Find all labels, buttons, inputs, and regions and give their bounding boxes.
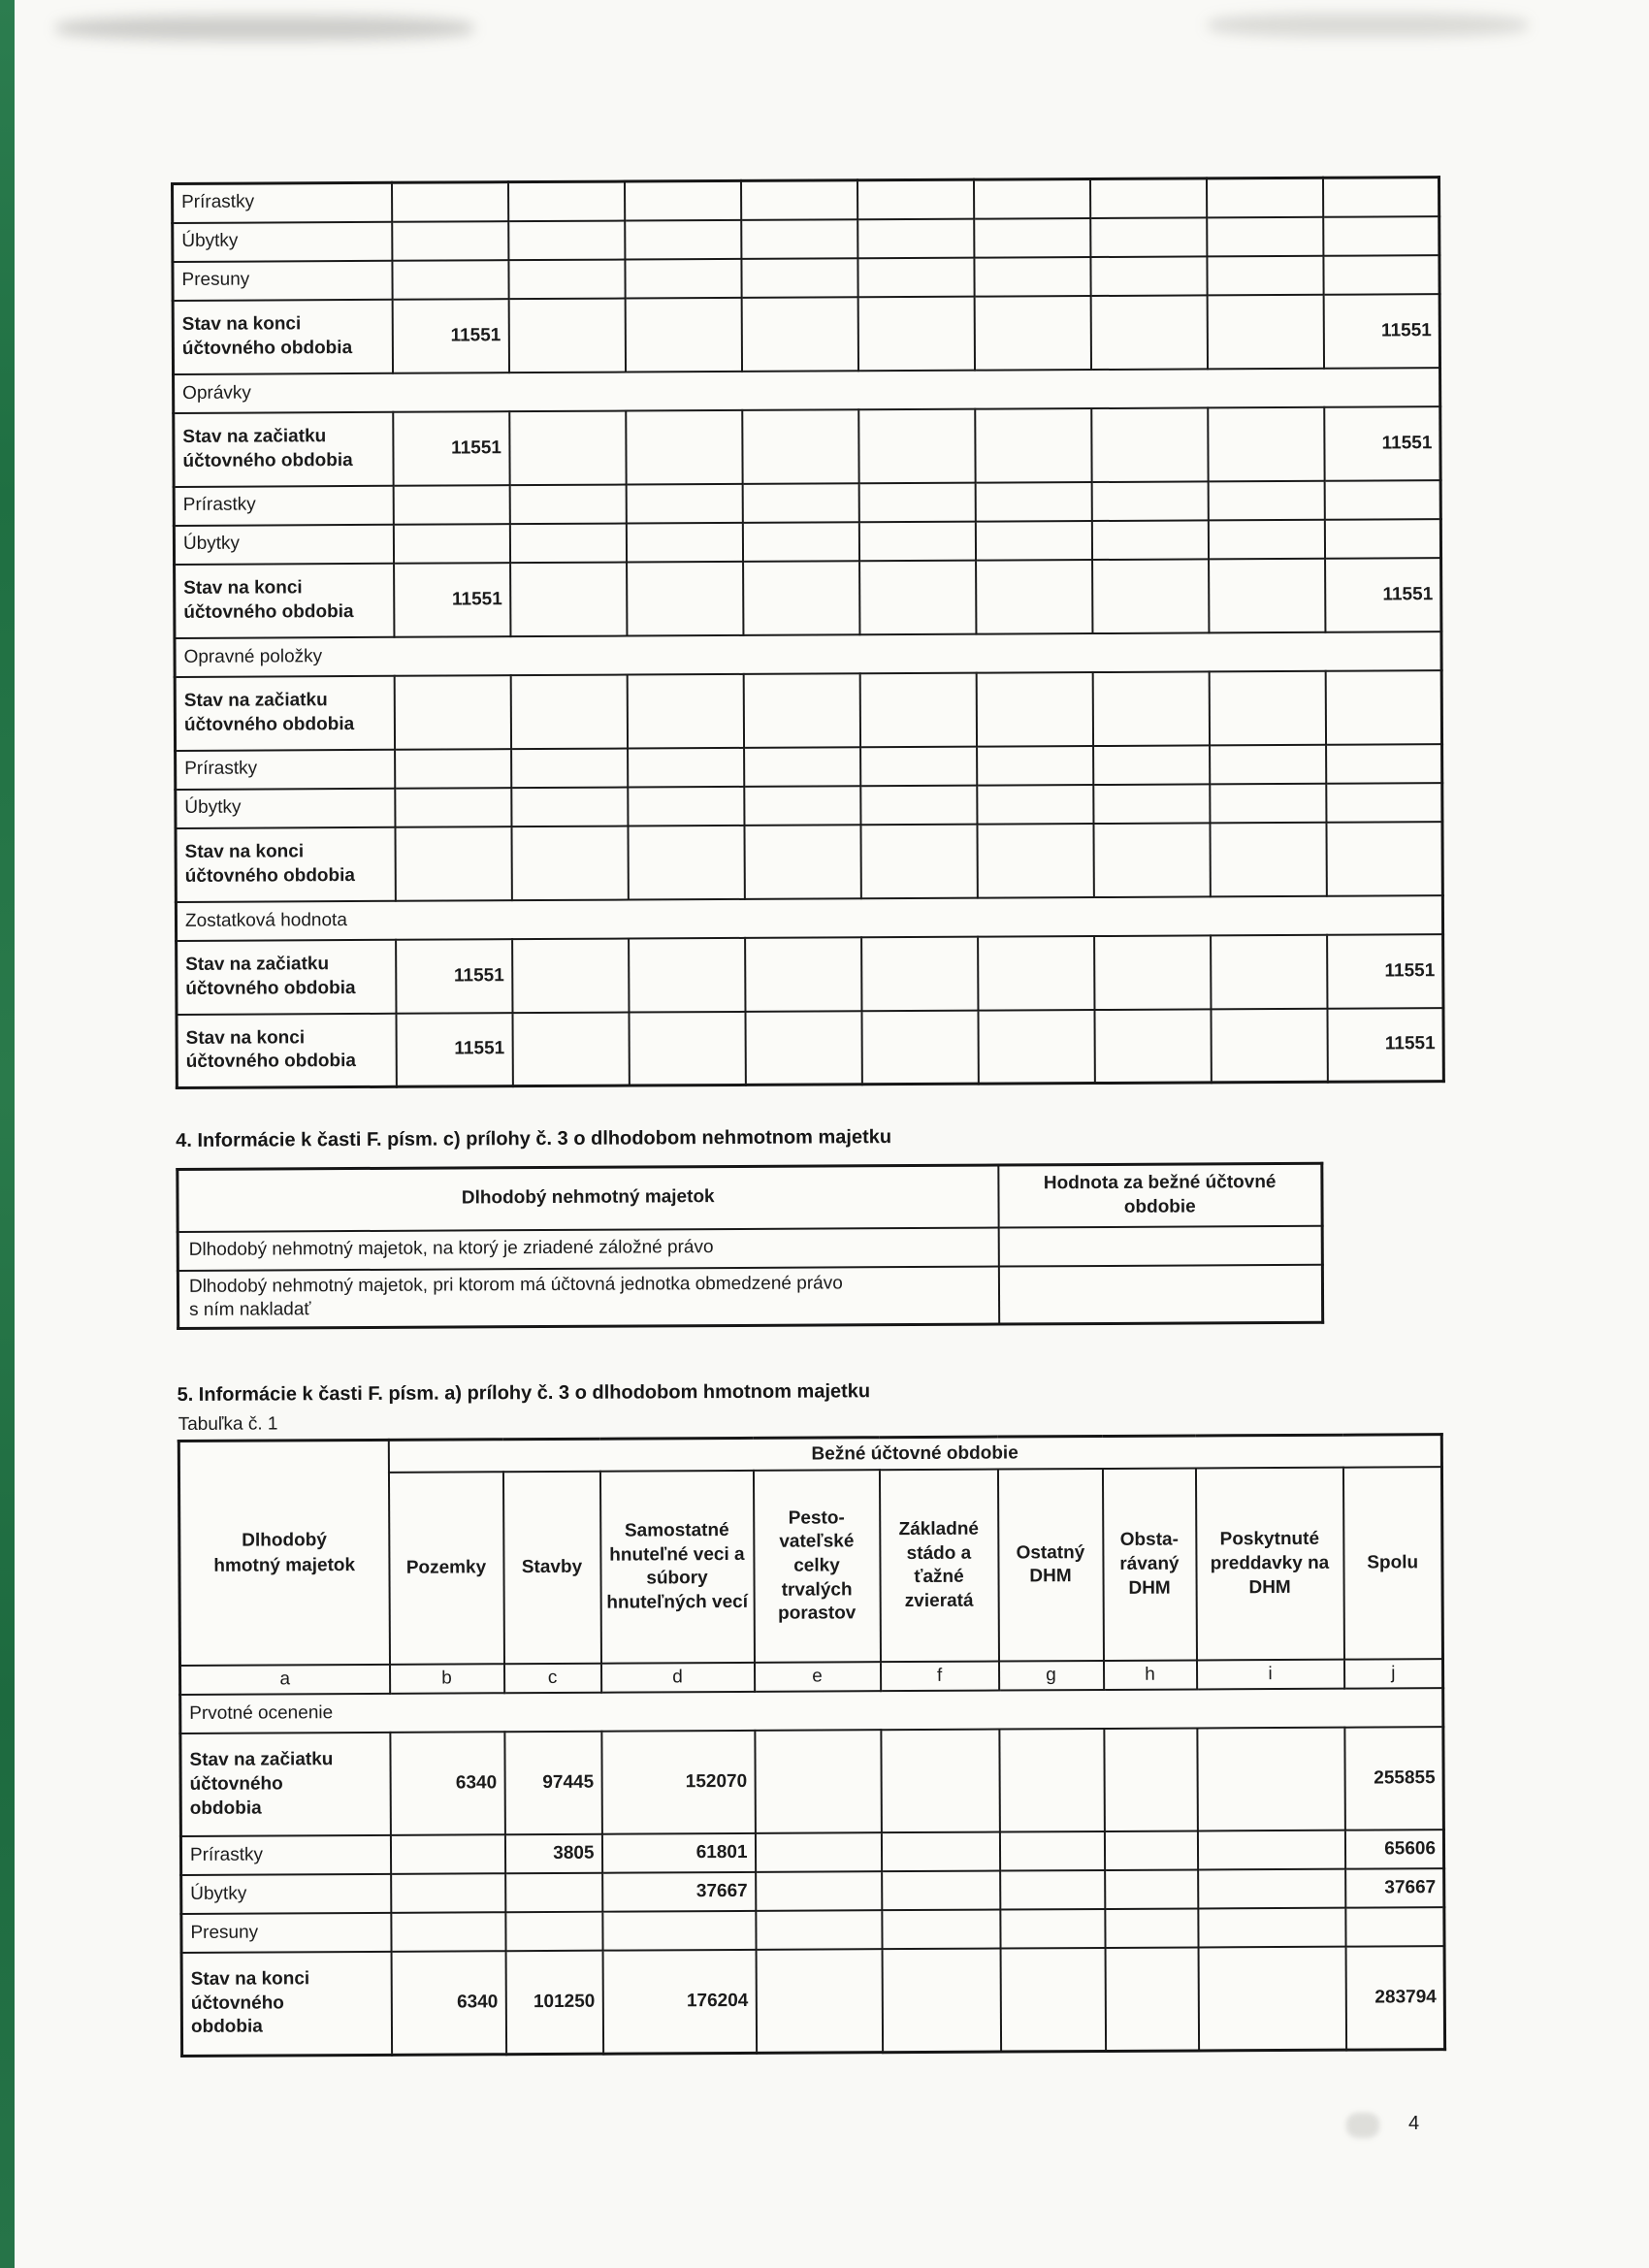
table-row <box>178 1264 1322 1328</box>
value-cell <box>744 747 860 787</box>
section-label: Oprávky <box>174 368 1440 413</box>
value-cell <box>625 297 741 372</box>
value-cell <box>755 1731 882 1834</box>
value-cell: 37667 <box>602 1872 756 1912</box>
value-cell <box>740 180 857 220</box>
table-row <box>173 178 1439 223</box>
row-label: Úbytky <box>173 221 392 261</box>
table-row <box>173 216 1439 262</box>
table-row <box>177 934 1443 1015</box>
value-cell: 6340 <box>390 1733 505 1836</box>
page-content <box>171 176 1461 2057</box>
value-cell <box>628 786 744 826</box>
value-cell <box>1323 216 1439 256</box>
value-cell <box>756 1911 882 1951</box>
value-cell <box>857 179 973 219</box>
value-cell <box>1325 670 1441 745</box>
value-cell <box>974 218 1090 258</box>
header-row <box>178 1163 1322 1231</box>
value-cell <box>1208 406 1324 481</box>
letter-cell: e <box>754 1663 880 1693</box>
value-cell <box>1091 520 1208 560</box>
value-cell <box>1322 178 1439 217</box>
value-cell <box>509 484 626 524</box>
value-cell <box>1207 216 1323 256</box>
value-cell <box>1207 294 1323 369</box>
value-cell: 11551 <box>393 411 509 486</box>
value-cell <box>743 561 859 635</box>
table-row <box>176 822 1442 902</box>
table-row <box>176 783 1442 828</box>
value-cell <box>626 483 742 523</box>
value-cell <box>744 786 860 826</box>
value-cell <box>628 825 744 899</box>
value-cell <box>1090 256 1207 296</box>
value-cell: 37667 <box>1345 1869 1444 1909</box>
value-cell <box>974 296 1090 371</box>
value-cell: 11551 <box>1324 406 1440 481</box>
scan-smudge <box>56 16 473 41</box>
value-cell <box>881 1730 1000 1833</box>
value-cell: 11551 <box>1323 294 1439 369</box>
table-row <box>173 294 1439 374</box>
value-cell: 11551 <box>1325 558 1441 632</box>
value-cell <box>510 562 627 636</box>
row-label: Stav na začiatku účtovného obdobia <box>177 939 396 1014</box>
value-cell <box>392 182 508 222</box>
value-cell <box>511 787 628 826</box>
value-cell <box>1105 1870 1198 1910</box>
value-cell <box>1094 1009 1211 1084</box>
table-row <box>174 519 1440 565</box>
value-cell <box>1093 784 1210 824</box>
value-cell <box>1211 1008 1327 1083</box>
row-label: Stav na konci účtovného obdobia <box>177 1013 396 1087</box>
letter-cell: g <box>998 1661 1103 1691</box>
value-cell <box>1000 1948 1106 2052</box>
value-cell <box>1000 1909 1105 1949</box>
column-header: Pozemky <box>388 1473 503 1666</box>
row-label: Prírastky <box>176 749 395 789</box>
value-cell <box>859 672 976 747</box>
table-row <box>175 558 1441 638</box>
value-cell <box>858 482 975 522</box>
value-cell <box>395 826 511 901</box>
row-label: Úbytky <box>174 524 393 564</box>
value-cell: 11551 <box>1327 934 1443 1009</box>
table-row <box>178 1225 1322 1270</box>
value-cell <box>742 409 858 484</box>
value-cell <box>1197 1831 1344 1870</box>
value-cell <box>860 746 977 786</box>
value-cell <box>1326 744 1442 784</box>
value-cell <box>1197 1728 1345 1831</box>
value-cell: 11551 <box>396 1013 512 1087</box>
value-cell <box>512 938 629 1013</box>
value-cell <box>976 560 1092 634</box>
row-label: Prírastky <box>174 485 393 525</box>
value-cell <box>1105 1948 1199 2052</box>
column-header: Dlhodobý hmotný majetok <box>178 1440 389 1666</box>
value-cell <box>1210 744 1326 784</box>
section-label: Zostatková hodnota <box>176 895 1442 941</box>
value-cell <box>857 296 974 371</box>
value-cell <box>881 1832 999 1872</box>
value-cell <box>1104 1831 1197 1871</box>
row-label: Prírastky <box>173 182 392 222</box>
row-label: Stav na konci účtovného obdobia <box>175 563 394 637</box>
value-cell: 11551 <box>396 939 512 1014</box>
row-label: Stav na začiatku účtovného obdobia <box>175 675 394 750</box>
value-cell <box>395 788 511 827</box>
value-cell <box>998 1264 1322 1324</box>
table-row <box>181 1947 1445 2057</box>
value-cell <box>625 258 741 298</box>
value-cell <box>394 675 510 750</box>
value-cell <box>1210 822 1326 896</box>
column-header: Ostatný DHM <box>997 1469 1103 1662</box>
row-label: Stav na začiatku účtovného obdobia <box>174 411 393 486</box>
value-cell <box>393 524 509 564</box>
value-cell <box>977 824 1093 898</box>
value-cell <box>975 408 1091 483</box>
value-cell <box>861 936 978 1011</box>
value-cell <box>511 826 628 900</box>
value-cell <box>629 937 745 1012</box>
value-cell <box>1093 745 1210 785</box>
value-cell <box>509 410 626 485</box>
column-header: Hodnota za bežné účtovné obdobie <box>998 1163 1322 1227</box>
value-cell <box>1091 481 1208 521</box>
value-cell <box>392 260 508 300</box>
value-cell <box>741 219 857 259</box>
section4-heading: 4. Informácie k časti F. písm. c) prílohy č. 3 o dlhodobom nehmotnom majetku <box>176 1126 892 1151</box>
letter-cell: c <box>504 1664 601 1694</box>
letter-cell: j <box>1343 1660 1442 1690</box>
table-row <box>180 1831 1443 1876</box>
value-cell <box>1104 1729 1198 1832</box>
row-label: Presuny <box>181 1913 391 1953</box>
value-cell <box>977 785 1093 825</box>
value-cell <box>1324 519 1440 559</box>
table-row <box>173 255 1439 301</box>
value-cell <box>390 1835 504 1875</box>
value-cell <box>1326 783 1442 823</box>
value-cell: 152070 <box>601 1731 756 1834</box>
value-cell <box>860 824 977 898</box>
scan-smudge <box>1346 2113 1379 2138</box>
value-cell <box>505 1873 602 1913</box>
value-cell <box>977 746 1093 786</box>
value-cell <box>1091 407 1208 482</box>
column-header: Obsta-rávaný DHM <box>1102 1469 1196 1662</box>
column-header: Poskytnuté preddavky na DHM <box>1195 1468 1343 1661</box>
value-cell: 11551 <box>1327 1008 1443 1083</box>
table-row <box>180 1728 1444 1837</box>
continuation-table <box>171 176 1445 1089</box>
row-label: Úbytky <box>181 1874 391 1914</box>
table-row <box>177 1008 1443 1088</box>
value-cell: 101250 <box>505 1951 603 2055</box>
value-cell <box>602 1911 756 1951</box>
value-cell <box>1206 178 1322 217</box>
value-cell: 283794 <box>1345 1947 1445 2051</box>
value-cell: 6340 <box>391 1952 506 2056</box>
value-cell <box>978 1010 1094 1085</box>
value-cell <box>744 825 860 899</box>
value-cell <box>1089 178 1206 218</box>
value-cell: 11551 <box>394 563 510 637</box>
value-cell <box>1345 1908 1444 1948</box>
column-header: Samostatné hnuteľné veci a súbory hnuteľných vecí <box>599 1471 754 1664</box>
table-row <box>175 670 1441 751</box>
value-cell <box>1207 255 1323 295</box>
value-cell <box>859 560 976 634</box>
value-cell <box>741 297 857 372</box>
page-number: 4 <box>1408 2113 1420 2134</box>
value-cell <box>1000 1870 1105 1910</box>
value-cell <box>508 220 625 260</box>
value-cell <box>391 1913 505 1953</box>
column-header: Dlhodobý nehmotný majetok <box>178 1165 998 1231</box>
value-cell <box>627 561 743 635</box>
value-cell <box>1090 217 1207 257</box>
table-row <box>181 1908 1444 1954</box>
value-cell <box>626 522 742 562</box>
value-cell <box>1198 1947 1346 2051</box>
value-cell <box>857 257 974 297</box>
value-cell <box>511 748 628 788</box>
row-label: Stav na konci účtovného obdobia <box>181 1952 392 2056</box>
value-cell <box>1105 1909 1198 1949</box>
value-cell <box>1092 559 1209 633</box>
value-cell <box>1198 1908 1345 1948</box>
letter-cell: d <box>601 1663 755 1693</box>
letter-cell: i <box>1196 1660 1343 1690</box>
section-row <box>175 632 1441 677</box>
value-cell: 176204 <box>602 1950 757 2054</box>
value-cell <box>860 785 977 825</box>
value-cell <box>1094 935 1211 1010</box>
value-cell <box>978 936 1094 1011</box>
table-row <box>174 480 1440 526</box>
value-cell <box>625 180 741 220</box>
value-cell: 65606 <box>1344 1831 1443 1870</box>
value-cell <box>508 181 625 221</box>
value-cell <box>858 408 975 483</box>
row-label: Stav na konci účtovného obdobia <box>176 826 395 901</box>
letter-cell: f <box>880 1662 998 1692</box>
scan-smudge <box>1208 14 1528 37</box>
row-label: Úbytky <box>176 788 395 827</box>
row-label: Prírastky <box>180 1835 390 1875</box>
value-cell <box>742 522 858 562</box>
value-cell <box>395 749 511 789</box>
value-cell: 97445 <box>504 1732 602 1835</box>
table-row <box>181 1869 1444 1915</box>
scanner-edge-strip <box>0 0 15 2268</box>
value-cell <box>628 747 744 787</box>
value-cell <box>393 485 509 525</box>
value-cell <box>1211 934 1327 1009</box>
value-cell: 61801 <box>601 1833 755 1873</box>
value-cell <box>999 1831 1104 1871</box>
value-cell <box>508 259 625 299</box>
value-cell <box>626 409 742 484</box>
value-cell <box>973 179 1089 219</box>
value-cell <box>391 1874 505 1914</box>
value-cell <box>1210 783 1326 823</box>
value-cell <box>1208 519 1324 559</box>
column-group-header: Bežné účtovné obdobie <box>388 1435 1441 1474</box>
value-cell <box>741 258 857 298</box>
letter-cell: h <box>1103 1661 1196 1691</box>
value-cell: 11551 <box>392 299 508 373</box>
value-cell <box>1208 480 1324 520</box>
row-label: Dlhodobý nehmotný majetok, na ktorý je zriadené záložné právo <box>178 1227 998 1270</box>
value-cell <box>742 483 858 523</box>
nehmotny-majetok-table <box>176 1162 1324 1330</box>
column-header: Základné stádo a ťažné zvieratá <box>879 1470 998 1663</box>
value-cell <box>743 673 859 748</box>
section5-heading: 5. Informácie k časti F. písm. a) prílohy č. 3 o dlhodobom hmotnom majetku <box>177 1380 871 1406</box>
row-label: Dlhodobý nehmotný majetok, pri ktorom má účtovná jednotka obmedzené právo s ním nakladať <box>178 1266 998 1328</box>
hmotny-majetok-table <box>178 1433 1446 2057</box>
value-cell <box>625 219 741 259</box>
column-header: Spolu <box>1342 1468 1442 1661</box>
value-cell <box>975 482 1091 522</box>
value-cell <box>512 1012 629 1086</box>
value-cell <box>510 674 627 749</box>
value-cell <box>1324 480 1440 520</box>
value-cell <box>509 523 626 563</box>
row-label: Stav na začiatku účtovného obdobia <box>180 1733 391 1836</box>
row-label: Presuny <box>173 260 392 300</box>
value-cell <box>1092 671 1209 746</box>
section-label: Opravné položky <box>175 632 1441 677</box>
value-cell <box>508 298 625 373</box>
row-label: Stav na konci účtovného obdobia <box>173 299 392 373</box>
value-cell <box>1323 255 1439 295</box>
value-cell <box>975 521 1091 561</box>
section-row <box>176 895 1442 941</box>
value-cell <box>1209 558 1325 632</box>
value-cell <box>1209 670 1325 745</box>
table-caption: Tabuľka č. 1 <box>178 1413 278 1435</box>
value-cell <box>629 1011 745 1085</box>
value-cell: 255855 <box>1344 1728 1444 1831</box>
column-header: Pesto-vateľské celky trvalých porastov <box>753 1471 880 1664</box>
value-cell <box>999 1729 1105 1832</box>
value-cell <box>858 521 975 561</box>
value-cell <box>1093 823 1210 897</box>
value-cell <box>756 1872 882 1912</box>
column-header: Stavby <box>502 1472 600 1665</box>
value-cell <box>1326 822 1442 896</box>
section-label: Prvotné ocenenie <box>180 1689 1443 1734</box>
value-cell <box>861 1010 978 1085</box>
value-cell <box>756 1950 883 2054</box>
table-row <box>174 406 1440 487</box>
value-cell <box>1090 295 1207 370</box>
table-row <box>176 744 1442 790</box>
letter-cell: a <box>180 1665 390 1695</box>
value-cell <box>627 673 743 748</box>
value-cell <box>745 1011 861 1085</box>
value-cell: 3805 <box>504 1834 601 1874</box>
value-cell <box>755 1833 881 1873</box>
value-cell <box>505 1912 602 1952</box>
value-cell <box>857 218 974 258</box>
value-cell <box>745 937 861 1012</box>
value-cell <box>974 257 1090 297</box>
value-cell <box>1198 1869 1345 1909</box>
value-cell <box>998 1225 1322 1266</box>
value-cell <box>882 1871 1000 1911</box>
letter-cell: b <box>390 1665 504 1695</box>
section-row <box>180 1689 1443 1734</box>
value-cell <box>882 1949 1001 2053</box>
value-cell <box>882 1910 1000 1950</box>
section-row <box>174 368 1440 413</box>
value-cell <box>392 221 508 261</box>
value-cell <box>976 672 1092 747</box>
